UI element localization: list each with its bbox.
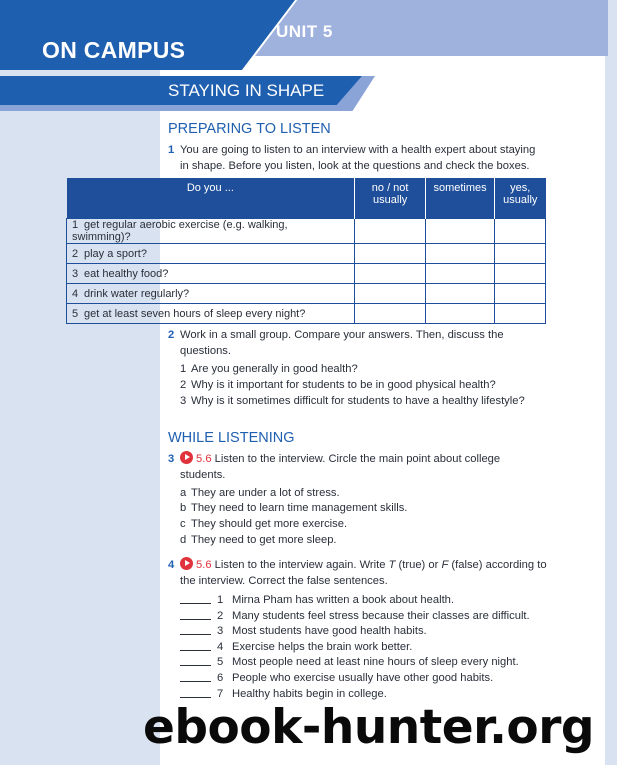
- true-false-item: 1 Mirna Pham has written a book about health.: [180, 594, 454, 606]
- table-row: [67, 264, 546, 284]
- checkbox-cell[interactable]: [495, 219, 546, 244]
- checkbox-cell[interactable]: [355, 219, 426, 244]
- true-false-item: 2 Many students feel stress because their classes are difficult.: [180, 610, 530, 622]
- true-false-item: 3 Most students have good health habits.: [180, 625, 427, 637]
- answer-blank[interactable]: [180, 681, 211, 682]
- watermark: ebook-hunter.org: [143, 700, 595, 755]
- row-number: 5: [72, 307, 79, 320]
- row-question: drink water regularly?: [84, 287, 190, 300]
- answer-blank[interactable]: [180, 665, 211, 666]
- table-row: [67, 284, 546, 304]
- checkbox-cell[interactable]: [426, 264, 495, 284]
- true-false-item: 6 People who exercise usually have other good habits.: [180, 672, 493, 684]
- table-header: sometimes: [426, 178, 495, 219]
- table-row: [67, 304, 546, 324]
- preparing-heading: PREPARING TO LISTEN: [168, 121, 331, 137]
- checkbox-cell[interactable]: [495, 264, 546, 284]
- table-header: Do you ...: [67, 178, 355, 219]
- right-margin-band: [605, 0, 617, 765]
- true-false-item: 5 Most people need at least nine hours of sleep every night.: [180, 656, 519, 668]
- row-number: 1: [72, 219, 79, 231]
- true-false-item: 4 Exercise helps the brain work better.: [180, 641, 412, 653]
- audio-track-number: 5.6: [196, 453, 212, 465]
- discussion-question: 3 Why is it sometimes difficult for students to have a healthy lifestyle?: [180, 395, 525, 407]
- row-number: 2: [72, 247, 79, 260]
- answer-blank[interactable]: [180, 634, 211, 635]
- checkbox-cell[interactable]: [355, 304, 426, 324]
- table-row: [67, 244, 546, 264]
- checkbox-cell[interactable]: [355, 244, 426, 264]
- habits-table: [66, 178, 546, 324]
- row-number: 3: [72, 267, 79, 280]
- exercise-4-number: 4: [168, 559, 175, 571]
- true-false-item: 7 Healthy habits begin in college.: [180, 688, 387, 700]
- exercise-1-number: 1: [168, 144, 175, 156]
- discussion-question: 1 Are you generally in good health?: [180, 363, 358, 375]
- row-number: 4: [72, 287, 79, 300]
- checkbox-cell[interactable]: [495, 304, 546, 324]
- chapter-title: ON CAMPUS: [42, 37, 186, 63]
- row-question: play a sport?: [84, 247, 147, 260]
- exercise-2-number: 2: [168, 329, 175, 341]
- audio-play-icon[interactable]: [180, 557, 193, 570]
- checkbox-cell[interactable]: [355, 264, 426, 284]
- exercise-2-text: Work in a small group. Compare your answers. Then, discuss the questions.: [180, 329, 504, 357]
- row-question: get at least seven hours of sleep every night?: [84, 307, 306, 320]
- answer-blank[interactable]: [180, 697, 211, 698]
- checkbox-cell[interactable]: [495, 244, 546, 264]
- answer-blank[interactable]: [180, 650, 211, 651]
- checkbox-cell[interactable]: [355, 284, 426, 304]
- answer-blank[interactable]: [180, 603, 211, 604]
- audio-track-number: 5.6: [196, 559, 212, 571]
- table-header: yes, usually: [495, 178, 546, 219]
- exercise-4: 4 5.6 Listen to the interview again. Write T (true) or F (false) according to the interview. Correct the false sentences.: [168, 559, 547, 587]
- checkbox-cell[interactable]: [426, 304, 495, 324]
- discussion-question: 2 Why is it important for students to be in good physical health?: [180, 379, 496, 391]
- answer-option[interactable]: b They need to learn time management skills.: [180, 502, 408, 514]
- answer-option[interactable]: a They are under a lot of stress.: [180, 487, 340, 499]
- unit-label: UNIT 5: [276, 22, 333, 41]
- checkbox-cell[interactable]: [426, 219, 495, 244]
- exercise-3: [168, 451, 528, 483]
- while-listening-heading: WHILE LISTENING: [168, 430, 295, 446]
- exercise-1-text: You are going to listen to an interview with a health expert about staying in shape. Before you listen, look at the questions and check the boxes.: [180, 144, 536, 172]
- table-header: no / not usually: [355, 178, 426, 219]
- row-question: get regular aerobic exercise (e.g. walking, swimming)?: [72, 219, 288, 243]
- checkbox-cell[interactable]: [426, 284, 495, 304]
- answer-option[interactable]: d They need to get more sleep.: [180, 534, 337, 546]
- checkbox-cell[interactable]: [495, 284, 546, 304]
- row-question: eat healthy food?: [84, 267, 169, 280]
- exercise-1: [168, 142, 546, 174]
- exercise-3-number: 3: [168, 453, 175, 465]
- answer-blank[interactable]: [180, 619, 211, 620]
- table-row: [67, 219, 546, 244]
- exercise-2: [168, 327, 518, 359]
- exercise-3-text: Listen to the interview. Circle the main point about college students.: [180, 453, 501, 481]
- audio-play-icon[interactable]: [180, 451, 193, 464]
- section-title: STAYING IN SHAPE: [168, 81, 325, 100]
- left-margin-band: [0, 0, 160, 765]
- answer-option[interactable]: c They should get more exercise.: [180, 518, 348, 530]
- checkbox-cell[interactable]: [426, 244, 495, 264]
